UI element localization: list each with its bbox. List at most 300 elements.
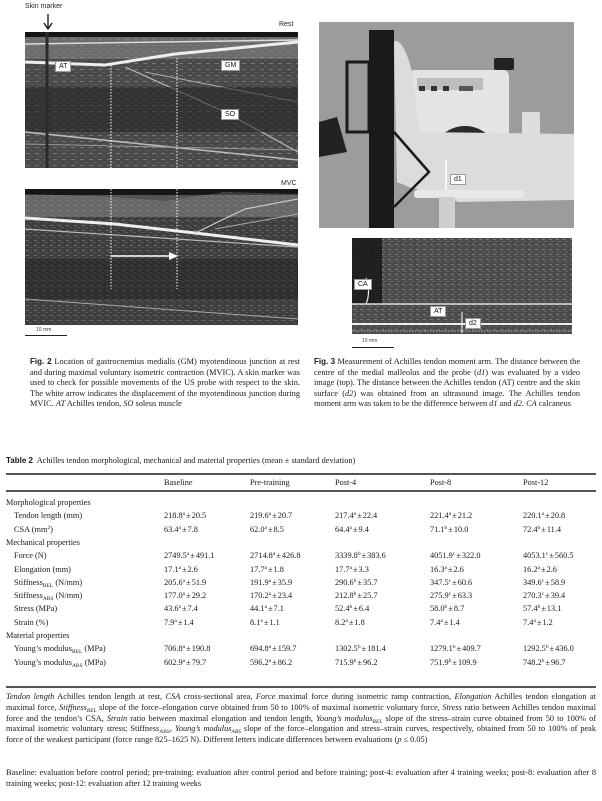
scale-bar-label: 10 mm: [362, 338, 378, 344]
table-cell: [250, 563, 284, 576]
table-cell: [250, 509, 292, 522]
table-cell: [430, 616, 460, 629]
row-label-subscript: ABS: [42, 596, 54, 603]
cell-significance-letter: b: [353, 591, 357, 598]
cell-sd: 63.3: [457, 591, 473, 601]
cell-sd: 1.8: [354, 617, 365, 627]
table-legend: Baseline: evaluation before control period; pre-training: evaluation after control period and before training; post-4: evaluation after 4 training weeks; post-8: evaluation after 8 training weeks; post-12: evaluation after 12 training weeks: [6, 768, 596, 788]
cell-mean: 17.1: [164, 564, 179, 574]
cell-significance-letter: a: [178, 564, 181, 571]
cell-mean: 52.4: [335, 604, 350, 614]
table-cell: [523, 616, 553, 629]
footnote-term: Stiffness: [59, 702, 87, 712]
table-cell: [335, 602, 369, 615]
plus-minus-sign: ±: [348, 617, 354, 627]
scale-bar-label: 10 mm: [36, 327, 52, 333]
plus-minus-sign: ±: [540, 564, 546, 574]
table-cell: [335, 656, 378, 669]
cell-significance-letter: a: [178, 604, 181, 611]
cell-mean: 170.2: [250, 591, 269, 601]
cell-significance-letter: b: [444, 604, 448, 611]
plus-minus-sign: ±: [267, 564, 273, 574]
cell-sd: 8.7: [453, 604, 465, 614]
footnote-text: ratio between Achilles tendon maximal force and the tendon’s CSA,: [6, 702, 597, 723]
row-label-text: Stiffness: [14, 591, 43, 601]
cell-sd: 10.0: [453, 524, 469, 534]
table-cell: [250, 549, 301, 562]
label-at: AT: [430, 306, 446, 317]
cell-sd: 20.7: [277, 511, 293, 521]
cell-mean: 7.4: [523, 617, 534, 627]
cell-sd: 9.4: [358, 524, 369, 534]
plus-minus-sign: ±: [452, 591, 457, 601]
table-footnote: [6, 692, 596, 746]
table-cell: [164, 523, 198, 536]
plus-minus-sign: ±: [545, 657, 550, 667]
caption-term: d1: [476, 367, 486, 377]
plus-minus-sign: ±: [181, 564, 187, 574]
cell-mean: 16.3: [430, 564, 445, 574]
footnote-subscript: ABS: [159, 729, 170, 736]
plus-minus-sign: ±: [186, 511, 191, 521]
label-gm: GM: [221, 60, 240, 71]
cell-sd: 159.7: [277, 644, 297, 654]
plus-minus-sign: ±: [276, 551, 281, 561]
table-title-text: Achilles tendon morphological, mechanical and material properties (mean ± standard deviation): [36, 456, 356, 465]
cell-mean: 177.0: [164, 591, 183, 601]
ultrasound-mvc-image: [25, 189, 298, 325]
cell-mean: 1302.5: [335, 644, 358, 654]
row-label-superscript: 2: [47, 524, 51, 531]
cell-mean: 349.6: [523, 577, 542, 587]
row-label-text: Force (N): [14, 551, 47, 561]
table-cell: [430, 549, 481, 562]
table-cell: [335, 563, 369, 576]
cell-mean: 212.8: [335, 591, 354, 601]
cell-mean: 71.1: [430, 524, 445, 534]
cell-significance-letter: a: [353, 511, 357, 518]
cell-significance-letter: c: [541, 591, 545, 598]
cell-significance-letter: a: [182, 591, 186, 598]
row-label-suffix: ): [50, 524, 53, 534]
cell-significance-letter: b: [357, 644, 361, 651]
table-cell: [335, 549, 386, 562]
plus-minus-sign: ±: [452, 511, 457, 521]
cell-significance-letter: c: [452, 551, 456, 558]
cell-sd: 20.5: [191, 511, 207, 521]
cell-mean: 751.9: [430, 657, 449, 667]
cell-mean: 218.8: [164, 511, 183, 521]
table-cell: [335, 589, 378, 602]
caption-text: ) was obtained from an ultrasound image. The Achilles tendon moment arm was taken to be the difference between: [314, 388, 580, 409]
table-row: [6, 589, 596, 602]
table-number: Table 2: [6, 456, 33, 465]
table-cell: [335, 509, 377, 522]
row-label: [14, 656, 106, 669]
table-row: [6, 642, 596, 655]
cell-sd: 426.8: [281, 551, 301, 561]
plus-minus-sign: ±: [186, 577, 191, 587]
section-heading-label: Mechanical properties: [6, 537, 80, 547]
caption-term: CA: [526, 399, 537, 409]
cell-sd: 109.9: [457, 657, 477, 667]
plus-minus-sign: ±: [447, 564, 453, 574]
panel-rest-label: Rest: [279, 21, 294, 28]
footnote-text: cross-sectional area,: [180, 692, 256, 701]
cell-significance-letter: a: [440, 617, 443, 624]
row-label-text: Young’s modulus: [14, 644, 72, 654]
footnote-text: slope of the force–elongation and stress–strain curves, respectively, obtained from 50 to 100% of peak force of the weakest participant (force range 825–1625 N). Different letters indicate differences between evaluations (: [6, 724, 597, 745]
row-label-text: Stiffness: [14, 577, 43, 587]
row-label-suffix: (N/mm): [53, 591, 83, 601]
table-cell: [430, 656, 477, 669]
footnote-term: Elongation: [454, 692, 492, 701]
cell-significance-letter: a: [268, 644, 272, 651]
row-label-suffix: (N/mm): [53, 577, 83, 587]
cell-mean: 44.1: [250, 604, 265, 614]
table-cell: [164, 616, 194, 629]
cell-mean: 221.4: [430, 511, 449, 521]
cell-mean: 217.4: [335, 511, 354, 521]
cell-significance-letter: a: [541, 511, 545, 518]
plus-minus-sign: ±: [272, 511, 277, 521]
cell-mean: 290.6: [335, 577, 354, 587]
table-cell: [250, 642, 296, 655]
footnote-subscript: ABS: [231, 729, 241, 736]
table-cell: [250, 656, 292, 669]
cell-significance-letter: a: [533, 617, 536, 624]
cell-sd: 86.2: [277, 657, 293, 667]
row-label-text: Elongation (mm): [14, 564, 71, 574]
row-label: [14, 563, 71, 576]
cell-significance-letter: a: [182, 511, 186, 518]
footnote-text: slope of the force–elongation curve obtained from 50 to 100% of maximal isometric voluntary force,: [96, 702, 443, 712]
cell-sd: 436.0: [555, 644, 574, 654]
plus-minus-sign: ±: [190, 551, 195, 561]
cell-significance-letter: a: [537, 564, 540, 571]
cell-significance-letter: a: [174, 617, 177, 624]
cell-significance-letter: b: [545, 644, 549, 651]
cell-mean: 4051.9: [430, 551, 453, 561]
cell-sd: 1.8: [273, 564, 284, 574]
cell-significance-letter: b: [537, 524, 541, 531]
row-label-subscript: REL: [71, 649, 83, 656]
footnote-text: Achilles tendon length at rest,: [54, 692, 166, 701]
cell-significance-letter: a: [182, 577, 186, 584]
cell-significance-letter: b: [357, 551, 361, 558]
plus-minus-sign: ±: [456, 644, 462, 654]
plus-minus-sign: ±: [456, 551, 461, 561]
table-section-heading: [6, 629, 596, 642]
table-cell: [335, 523, 369, 536]
cell-mean: 219.6: [250, 511, 269, 521]
cell-mean: 63.4: [164, 524, 179, 534]
cell-mean: 602.9: [164, 657, 183, 667]
plus-minus-sign: ±: [448, 524, 453, 534]
cell-mean: 220.1: [523, 511, 542, 521]
plus-minus-sign: ±: [536, 617, 542, 627]
cell-significance-letter: a: [264, 604, 267, 611]
footnote-text: slope of the stress–strain curve obtained from 50 to 100% of maximal isometric voluntary stress; Stiffness: [6, 713, 597, 734]
cell-sd: 322.0: [461, 551, 481, 561]
photo-ankle-measurement: [319, 22, 574, 228]
footnote-term: Tendon length: [6, 692, 55, 701]
row-label-suffix: (MPa): [82, 657, 106, 667]
cell-significance-letter: b: [444, 524, 448, 531]
section-heading-label: Morphological properties: [6, 498, 91, 507]
caption-term: SO: [123, 399, 134, 409]
caption-term: d1: [489, 399, 498, 409]
caption-text: and: [497, 399, 514, 409]
table-header-rule: [6, 490, 596, 492]
cell-mean: 7.9: [164, 617, 175, 627]
cell-sd: 560.5: [554, 551, 574, 561]
table-cell: [164, 656, 206, 669]
plus-minus-sign: ±: [448, 604, 453, 614]
displacement-arrow-icon: [111, 251, 179, 261]
ultrasound-tendon-image: [352, 238, 572, 334]
plus-minus-sign: ±: [352, 564, 358, 574]
cell-mean: 57.4: [523, 604, 538, 614]
row-label-text: Young’s modulus: [14, 657, 72, 667]
scale-bar: [352, 347, 394, 348]
cell-sd: 29.2: [191, 591, 207, 601]
plus-minus-sign: ±: [541, 604, 546, 614]
table-cell: [430, 602, 464, 615]
cell-significance-letter: a: [178, 524, 181, 531]
cell-mean: 62.0: [250, 524, 265, 534]
plus-minus-sign: ±: [181, 604, 187, 614]
table-cell: [164, 509, 206, 522]
cell-mean: 748.2: [523, 657, 542, 667]
table-row: [6, 656, 596, 669]
cell-significance-letter: a: [182, 657, 186, 664]
cell-mean: 58.0: [430, 604, 445, 614]
label-d2: d2: [465, 318, 481, 329]
cell-significance-letter: c: [545, 551, 549, 558]
cell-mean: 715.9: [335, 657, 354, 667]
plus-minus-sign: ±: [452, 577, 457, 587]
caption-text: .: [521, 399, 527, 409]
cell-significance-letter: a: [186, 551, 190, 558]
cell-significance-letter: b: [353, 577, 357, 584]
cell-sd: 1.1: [269, 617, 280, 627]
plus-minus-sign: ±: [443, 617, 449, 627]
label-d1: d1: [450, 174, 466, 185]
table-header-row: [6, 476, 596, 489]
cell-sd: 20.8: [550, 511, 566, 521]
caption-term: AT: [55, 399, 66, 409]
table-row: [6, 576, 596, 589]
table-bottom-rule: [6, 686, 596, 688]
table-row: [6, 509, 596, 522]
cell-significance-letter: b: [448, 657, 452, 664]
cell-sd: 58.9: [550, 577, 566, 587]
table-row: [6, 523, 596, 536]
table-cell: [335, 616, 365, 629]
plus-minus-sign: ±: [357, 511, 362, 521]
table-cell: [250, 523, 284, 536]
table-cell: [250, 589, 292, 602]
cell-mean: 275.9: [430, 591, 449, 601]
row-label-suffix: (MPa): [82, 644, 106, 654]
cell-significance-letter: b: [537, 604, 541, 611]
cell-mean: 2714.8: [250, 551, 273, 561]
plus-minus-sign: ±: [357, 577, 362, 587]
cell-significance-letter: a: [448, 511, 452, 518]
footnote-text: Achilles tendon elongation at maximal force,: [6, 692, 596, 712]
plus-minus-sign: ±: [353, 604, 358, 614]
row-label: [14, 642, 106, 655]
footnote-term: Strain: [106, 713, 128, 723]
cell-sd: 7.4: [187, 604, 198, 614]
table-cell: [164, 602, 198, 615]
cell-sd: 39.4: [550, 591, 566, 601]
cell-sd: 22.4: [362, 511, 378, 521]
cell-sd: 2.6: [453, 564, 464, 574]
ultrasound-rest-image: [25, 32, 298, 168]
row-label-text: Tendon length (mm): [14, 511, 83, 521]
table-cell: [430, 563, 464, 576]
row-label-text: Stress (MPa): [14, 604, 58, 614]
plus-minus-sign: ±: [452, 657, 457, 667]
cell-significance-letter: a: [268, 577, 272, 584]
arrow-down-icon: [42, 13, 54, 31]
caption-text: Measurement of Achilles tendon moment arm. The distance between the centre of the medial malleolus and the probe (: [314, 357, 581, 377]
cell-mean: 64.4: [335, 524, 350, 534]
table-cell: [523, 656, 566, 669]
plus-minus-sign: ±: [545, 511, 550, 521]
scale-bar: [25, 335, 67, 336]
cell-sd: 409.7: [462, 644, 481, 654]
plus-minus-sign: ±: [357, 591, 362, 601]
table-cell: [335, 576, 378, 589]
table-cell: [523, 589, 565, 602]
row-label-text: Strain (%): [14, 617, 49, 627]
footnote-term: Young’s modulus: [316, 713, 373, 723]
table-row: [6, 563, 596, 576]
cell-sd: 51.9: [191, 577, 207, 587]
cell-mean: 43.6: [164, 604, 179, 614]
plus-minus-sign: ±: [361, 551, 367, 561]
cell-significance-letter: a: [260, 617, 263, 624]
table-cell: [164, 589, 206, 602]
footnote-subscript: REL: [86, 707, 97, 714]
cell-mean: 4053.1: [523, 551, 546, 561]
cell-sd: 383.6: [367, 551, 386, 561]
plus-minus-sign: ±: [186, 591, 191, 601]
plus-minus-sign: ±: [549, 644, 555, 654]
table-cell: [430, 576, 472, 589]
table-cell: [430, 523, 468, 536]
cell-significance-letter: b: [353, 657, 357, 664]
row-label: [14, 549, 46, 562]
cell-mean: 2749.5: [164, 551, 187, 561]
plus-minus-sign: ±: [272, 657, 277, 667]
column-header: Pre-training: [250, 478, 290, 487]
table-cell: [523, 509, 565, 522]
label-ca: CA: [354, 279, 372, 290]
caption-text: calcaneus: [536, 399, 571, 409]
row-label: [14, 509, 82, 522]
cell-sd: 2.6: [187, 564, 198, 574]
plus-minus-sign: ±: [272, 644, 277, 654]
plus-minus-sign: ±: [272, 591, 277, 601]
cell-mean: 1279.1: [430, 644, 453, 654]
cell-sd: 60.6: [457, 577, 473, 587]
cell-mean: 347.5: [430, 577, 449, 587]
cell-sd: 96.7: [550, 657, 566, 667]
footnote-term: CSA: [165, 692, 181, 701]
cell-mean: 17.7: [335, 564, 350, 574]
column-header: Post-4: [335, 478, 357, 487]
caption-figure-number: Fig. 2: [30, 357, 52, 366]
footnote-term: Stress: [442, 702, 462, 712]
cell-sd: 11.4: [546, 524, 562, 534]
plus-minus-sign: ±: [186, 644, 191, 654]
cell-significance-letter: b: [452, 644, 456, 651]
table-title: [6, 456, 355, 465]
cell-significance-letter: a: [444, 564, 447, 571]
caption-figure-number: Fig. 3: [314, 357, 336, 366]
footnote-term: Force: [255, 692, 276, 701]
footnote-text: ≤ 0.05): [401, 735, 428, 745]
cell-significance-letter: a: [264, 564, 267, 571]
cell-sd: 491.1: [195, 551, 215, 561]
table-cell: [523, 576, 565, 589]
column-header: Post-8: [430, 478, 452, 487]
row-label: [14, 616, 48, 629]
cell-significance-letter: a: [268, 511, 272, 518]
table-top-rule: [6, 473, 596, 475]
cell-sd: 6.4: [358, 604, 370, 614]
table-cell: [250, 576, 292, 589]
footnote-term: p: [397, 735, 402, 745]
cell-sd: 1.2: [542, 617, 553, 627]
cell-mean: 596.2: [250, 657, 269, 667]
row-label: [14, 602, 57, 615]
table-cell: [523, 602, 561, 615]
figure-2-caption: [30, 357, 300, 410]
table-cell: [335, 642, 386, 655]
cell-mean: 706.8: [164, 644, 183, 654]
caption-text: Achilles tendon,: [65, 399, 124, 409]
row-label-subscript: ABS: [71, 662, 83, 669]
table-cell: [164, 576, 206, 589]
column-header: Post-12: [523, 478, 549, 487]
cell-significance-letter: c: [448, 577, 452, 584]
footnote-text: ,: [169, 724, 175, 734]
column-header: Baseline: [164, 478, 193, 487]
table-section-heading: [6, 536, 596, 549]
cell-significance-letter: a: [268, 591, 272, 598]
table-cell: [164, 563, 198, 576]
cell-sd: 1.4: [449, 617, 460, 627]
caption-text: ) was evaluated by a video image (top). The distance between the Achilles tendon (AT) centre and the skin surface (: [314, 367, 580, 398]
cell-significance-letter: b: [541, 657, 545, 664]
footnote-text: maximal force during isometric ramp contraction,: [275, 692, 455, 701]
cell-significance-letter: a: [182, 644, 186, 651]
table-cell: [523, 523, 561, 536]
caption-term: d2: [345, 388, 354, 398]
cell-sd: 23.4: [277, 591, 293, 601]
table-cell: [430, 509, 472, 522]
caption-text: soleus muscle: [133, 399, 182, 409]
row-label-text: CSA (mm: [14, 524, 48, 534]
plus-minus-sign: ±: [549, 551, 554, 561]
cell-mean: 8.2: [335, 617, 346, 627]
cell-mean: 694.8: [250, 644, 269, 654]
